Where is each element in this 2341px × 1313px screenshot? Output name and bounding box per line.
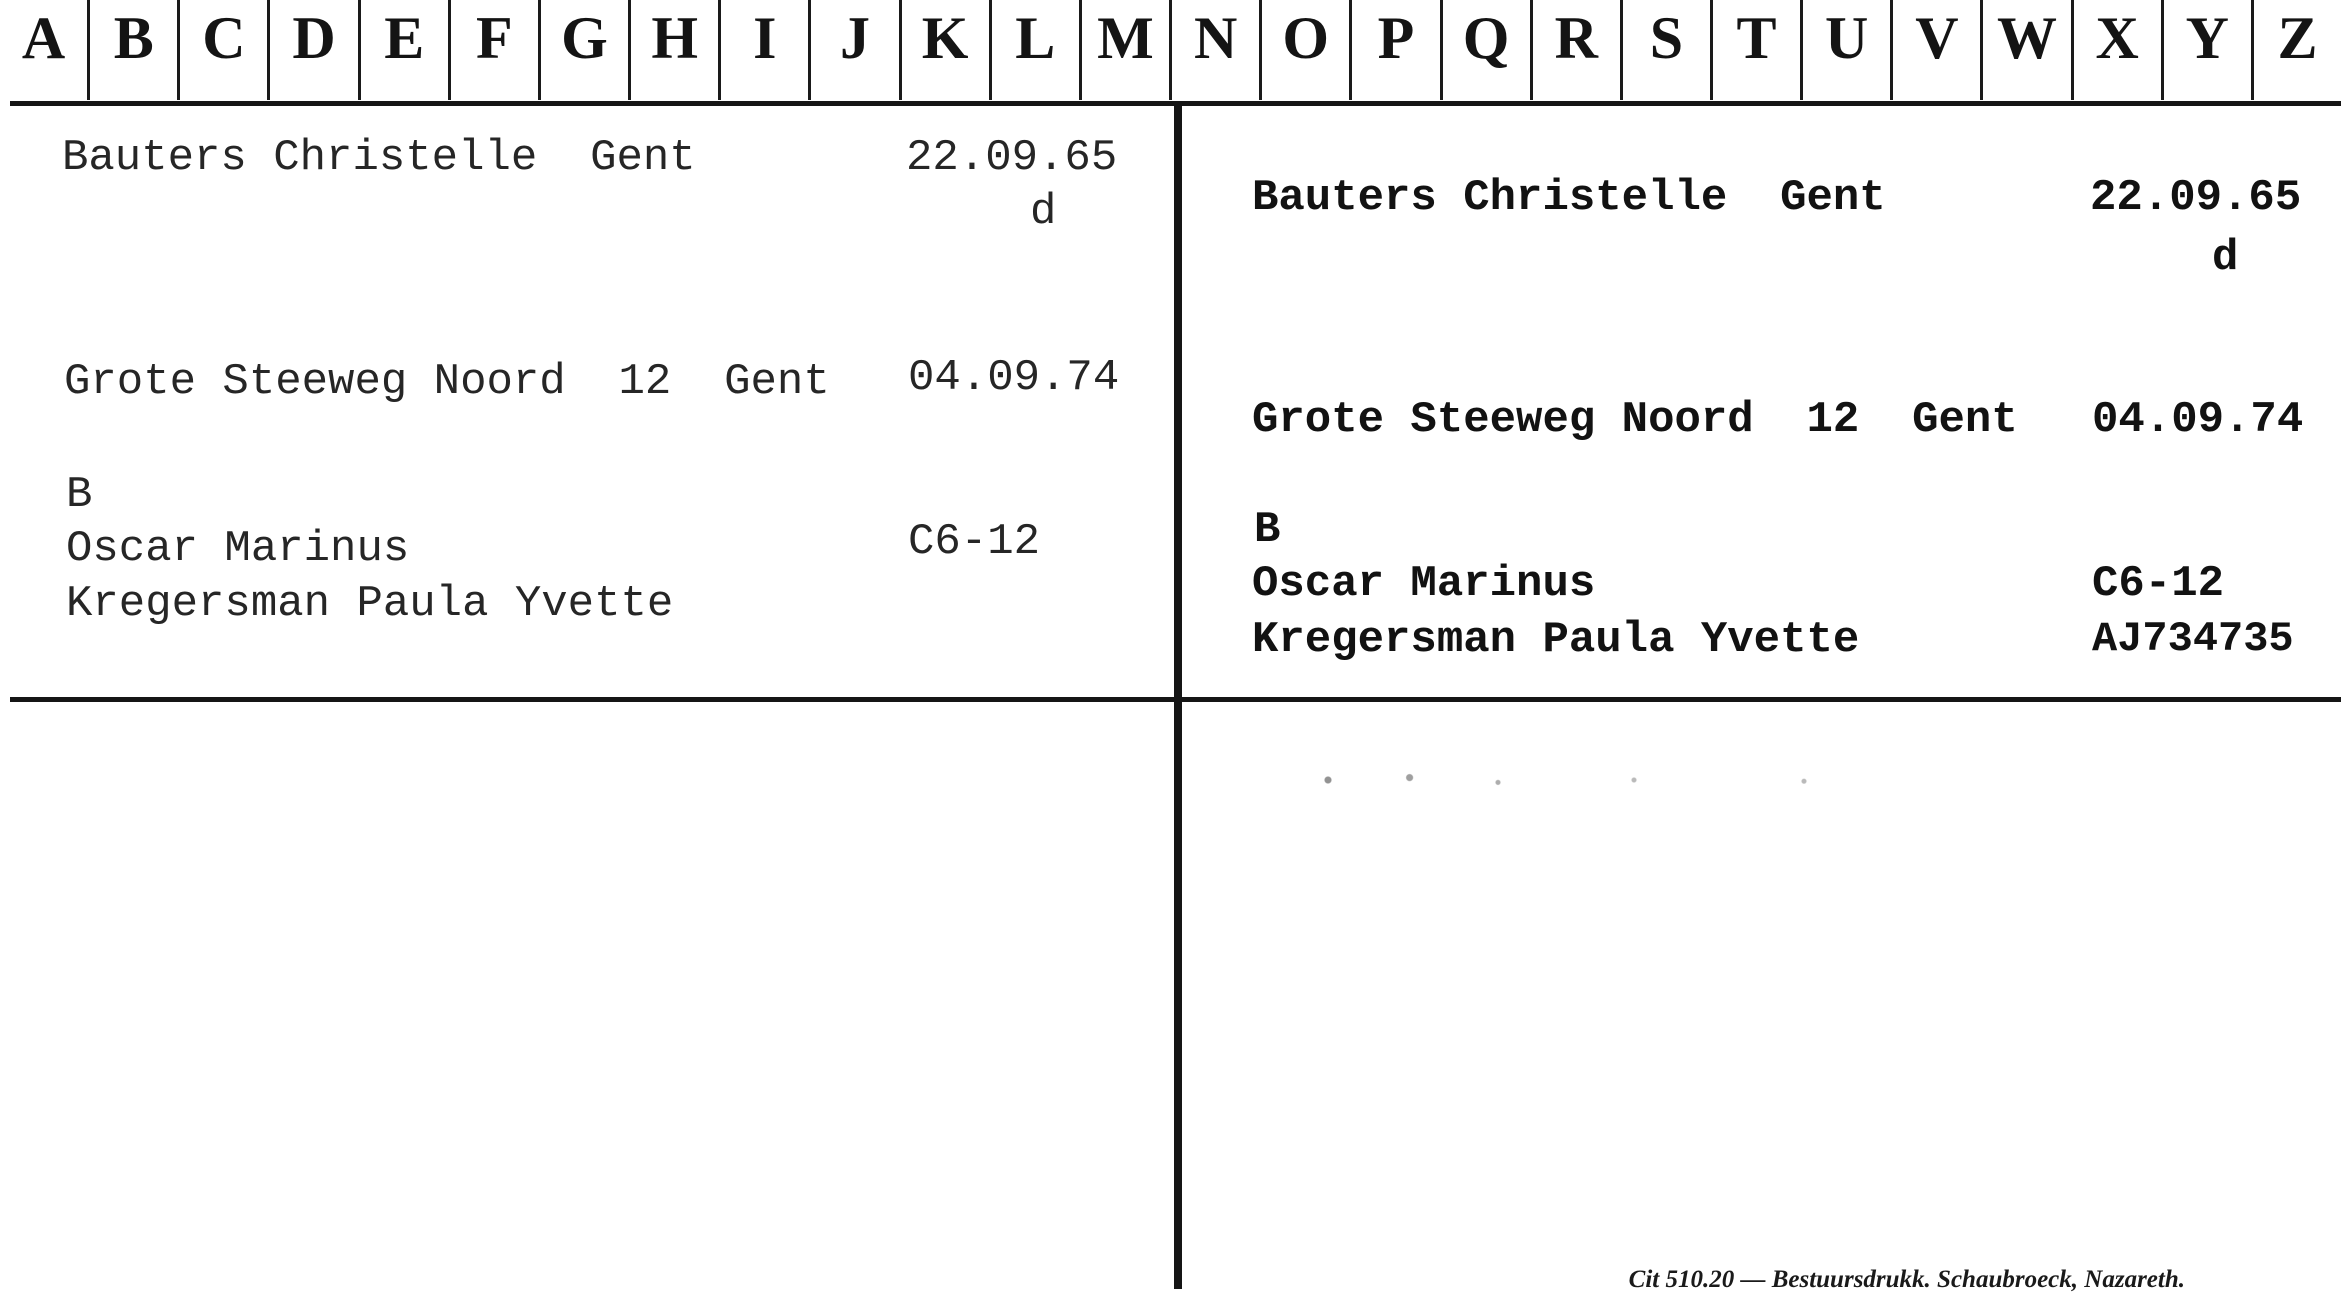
letter-cell-d: D [270,0,360,100]
letter-cell-f: F [451,0,541,100]
letter-cell-w: W [1983,0,2073,100]
smudge-marks [1260,768,1940,792]
letter-cell-e: E [361,0,451,100]
letter-cell-s: S [1623,0,1713,100]
right-date-1: 22.09.65 [2090,173,2302,223]
left-code-letter: B [66,470,93,520]
right-address: Grote Steeweg Noord 12 Gent [1252,395,2018,445]
letter-cell-h: H [631,0,721,100]
letter-cell-m: M [1082,0,1172,100]
right-date-2: 04.09.74 [2092,395,2304,445]
letter-cell-t: T [1713,0,1803,100]
letter-cell-z: Z [2277,5,2318,71]
left-parent-1: Oscar Marinus [66,524,410,574]
letter-cell-y: Y [2164,0,2254,100]
letter-cell-x: X [2074,0,2164,100]
right-code: C6-12 [2092,559,2225,609]
right-name-city: Bauters Christelle Gent [1252,173,1886,223]
left-parent-2: Kregersman Paula Yvette [66,579,674,629]
letter-cell-q: Q [1443,0,1533,100]
letter-cell-i: I [721,0,811,100]
right-parent-1: Oscar Marinus [1252,559,1596,609]
letter-cell-b: B [90,0,180,100]
letter-cell-a: A [0,0,90,100]
center-divider [1174,101,1182,1289]
letter-cell-j: J [811,0,901,100]
printer-footer: Cit 510.20 — Bestuursdrukk. Schaubroeck, Nazareth. [1628,1266,2185,1293]
letter-cell-g: G [541,0,631,100]
left-address: Grote Steeweg Noord 12 Gent [64,357,830,407]
letter-cell-o: O [1262,0,1352,100]
alphabet-index-row [0,0,2341,100]
letter-cell-p: P [1352,0,1442,100]
right-parent-2: Kregersman Paula Yvette [1252,615,1860,665]
left-date-2: 04.09.74 [908,353,1120,403]
letter-cell-l: L [992,0,1082,100]
letter-cell-c: C [180,0,270,100]
right-date-1-mark: d [2212,233,2239,283]
left-code: C6-12 [908,517,1041,567]
left-name-city: Bauters Christelle Gent [62,133,696,183]
letter-cell-n: N [1172,0,1262,100]
right-reference: AJ734735 [2092,615,2294,663]
letter-cell-k: K [902,0,992,100]
letter-cell-v: V [1893,0,1983,100]
left-date-1-mark: d [1030,187,1057,237]
left-date-1: 22.09.65 [906,133,1118,183]
right-code-letter: B [1254,505,1281,555]
letter-cell-r: R [1533,0,1623,100]
letter-cell-u: U [1803,0,1893,100]
